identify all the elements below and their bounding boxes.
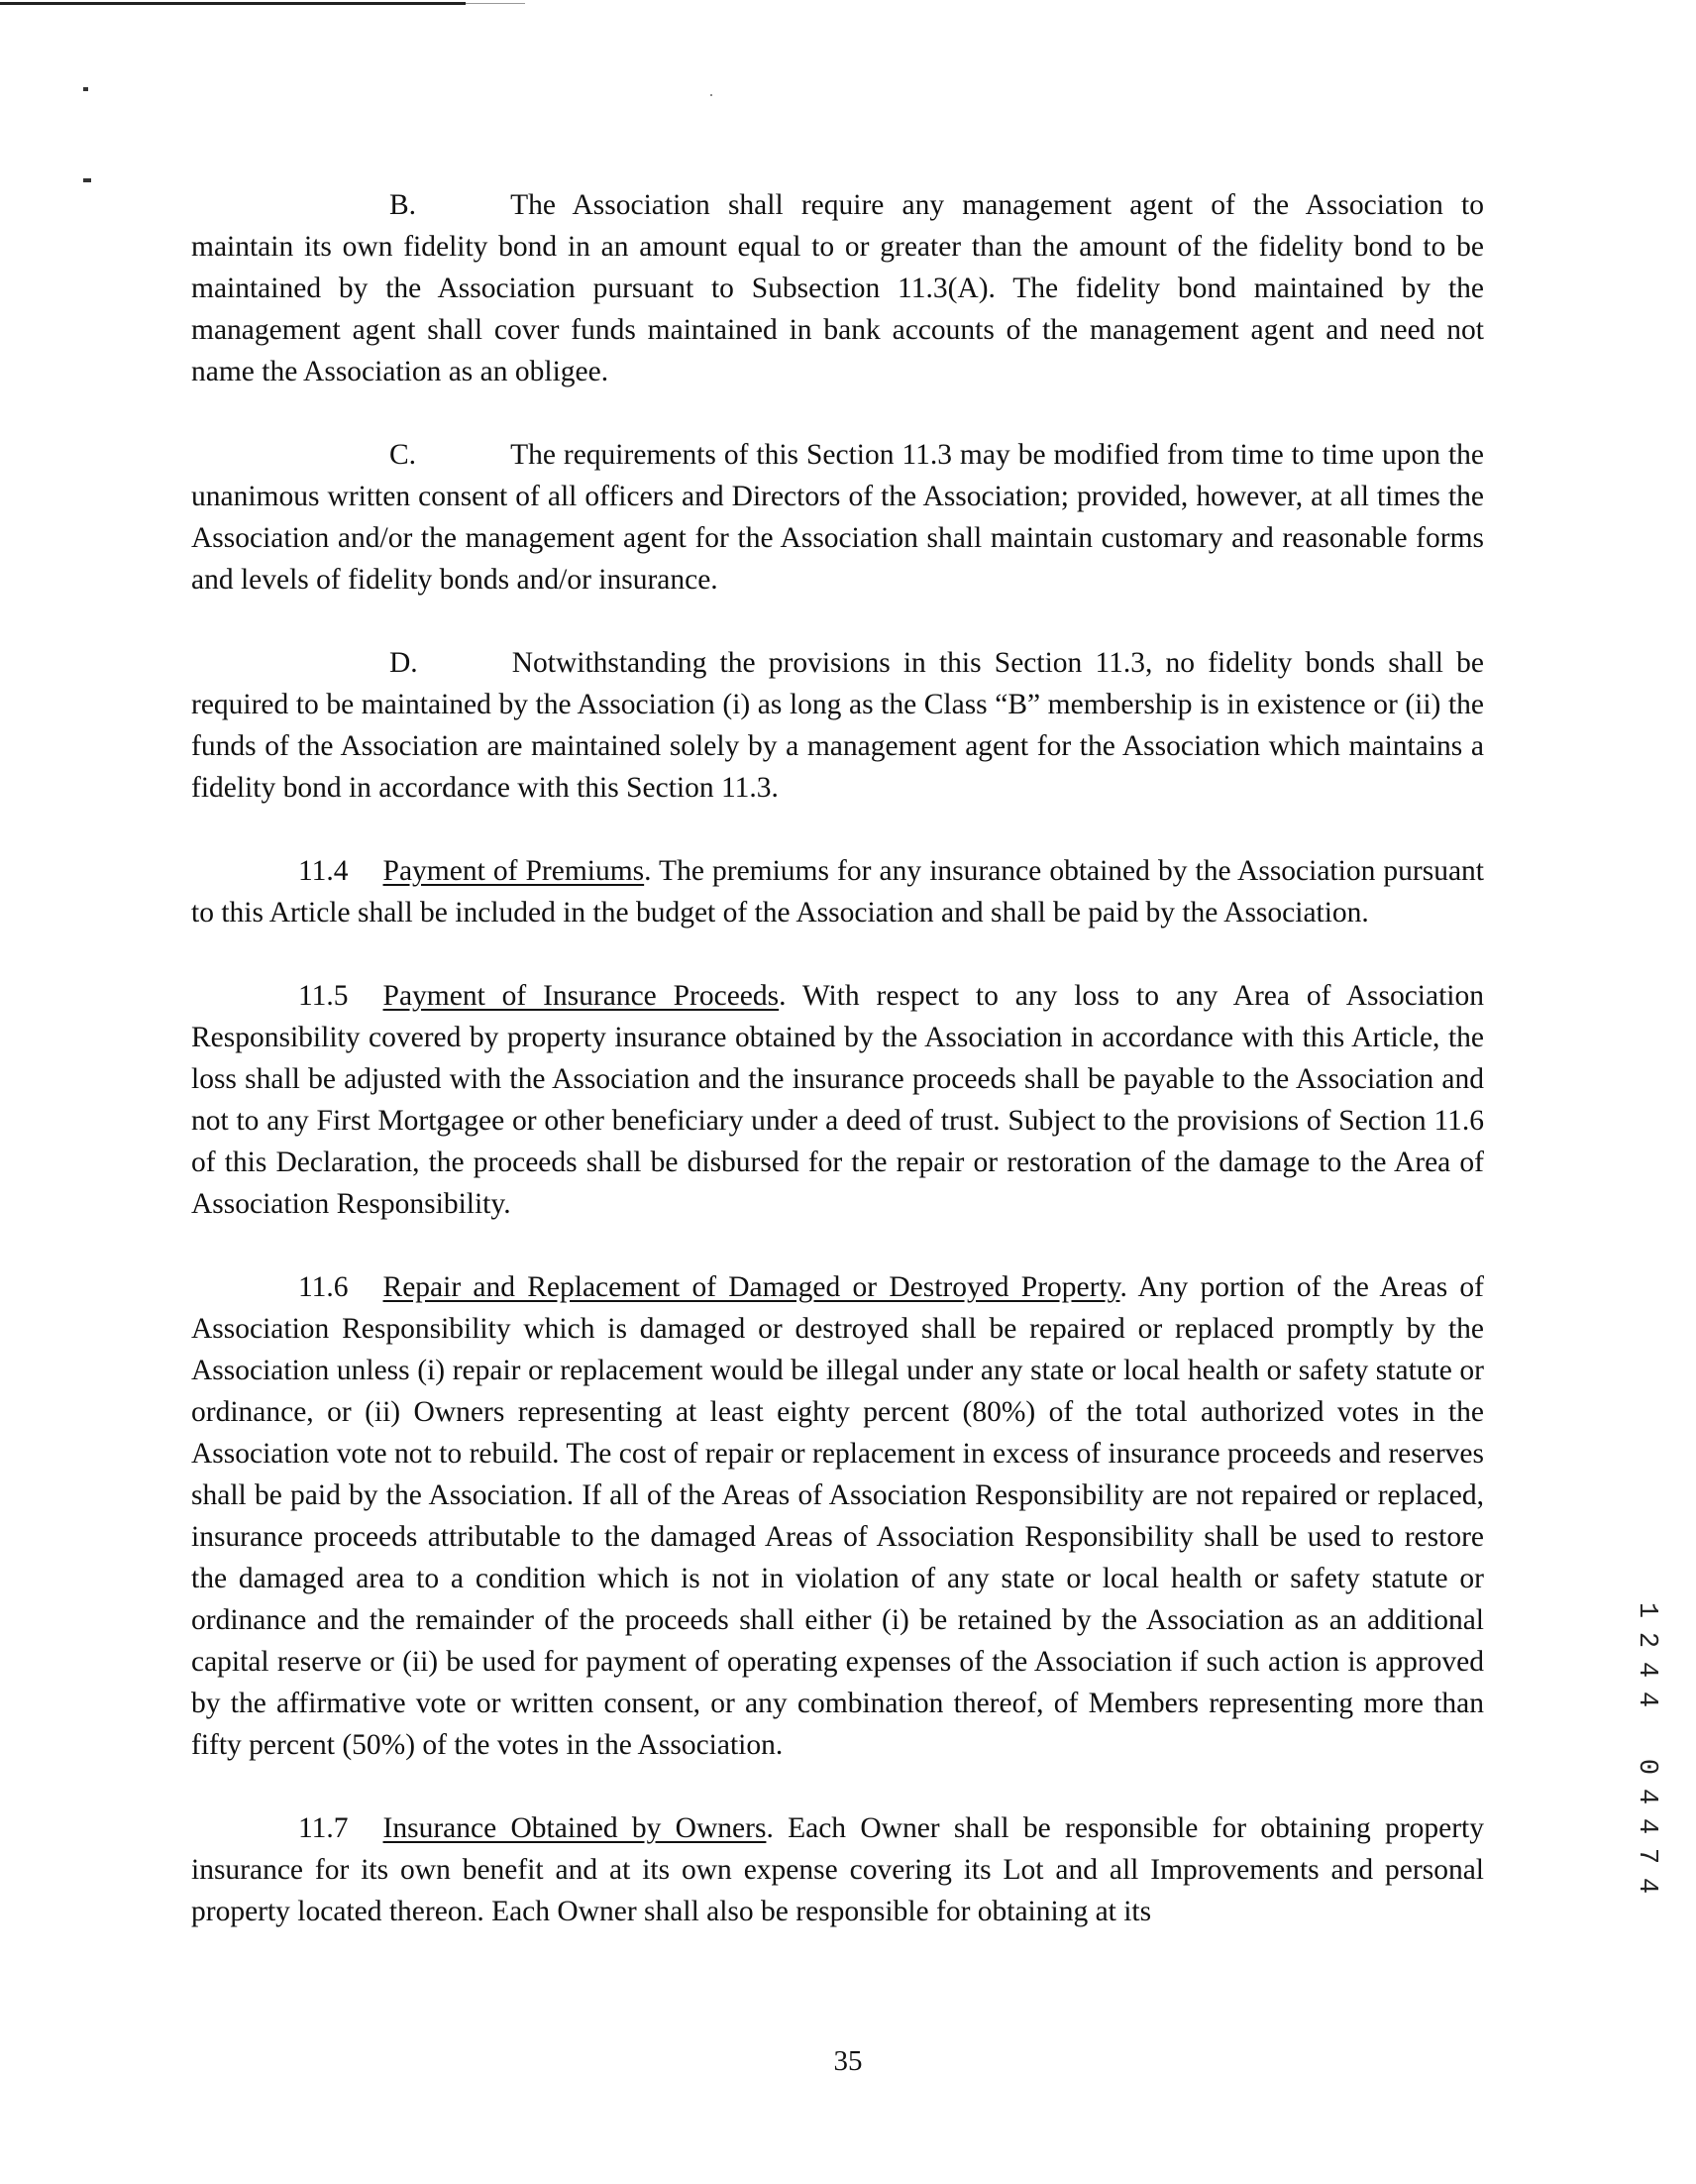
stamp-digit: 2 [1632, 1631, 1661, 1649]
section-number: 11.4 [298, 855, 349, 887]
subsection-label: C. [389, 439, 417, 471]
top-scan-rule-faint [466, 3, 525, 4]
scan-speck [83, 178, 91, 182]
section-11-5 [191, 975, 1484, 1225]
stamp-digit: 4 [1632, 1788, 1661, 1805]
section-11-6 [191, 1266, 1484, 1766]
recording-stamp-lower [1633, 1752, 1660, 1901]
subsection-text: The requirements of this Section 11.3 may be modified from time to time upon the unanimous written consent of all officers and Directors of the Association; provided, however, at all times the Association and/or the management agent for the Association shall maintain customary and reasonable forms and levels of fidelity bonds and/or insurance. [191, 439, 1484, 596]
page-number: 35 [833, 2045, 863, 2077]
section-text: . Each Owner shall be responsible for obtaining property insurance for its own benefit and at its own expense covering its Lot and all Improvements and personal property located thereon. Each Owner shall also be responsible for obtaining at its [191, 1812, 1485, 1927]
subsection-b [191, 184, 1484, 392]
section-heading: Payment of Insurance Proceeds [382, 980, 780, 1012]
stamp-digit: 4 [1632, 1877, 1661, 1895]
recording-stamp [1633, 1595, 1660, 1901]
section-11-4 [191, 850, 1484, 933]
recording-stamp-upper [1633, 1595, 1660, 1714]
scan-speck [710, 94, 712, 96]
stamp-digit: 1 [1632, 1601, 1661, 1619]
section-11-7 [191, 1807, 1484, 1932]
section-heading: Insurance Obtained by Owners [382, 1812, 767, 1844]
section-text: . The premiums for any insurance obtained by the Association pursuant to this Article shall be included in the budget of the Association and shall be paid by the Association. [191, 855, 1484, 928]
stamp-digit: 4 [1632, 1691, 1661, 1708]
subsection-text: The Association shall require any management agent of the Association to maintain its own fidelity bond in an amount equal to or greater than the amount of the fidelity bond to be maintained by the Association pursuant to Subsection 11.3(A). The fidelity bond maintained by the management agent shall cover funds maintained in bank accounts of the management agent and need not name the Association as an obligee. [191, 189, 1484, 387]
subsection-text: Notwithstanding the provisions in this Section 11.3, no fidelity bonds shall be required to be maintained by the Association (i) as long as the Class “B” membership is in existence or (ii) the funds of the Association are maintained solely by a management agent for the Association which maintains a fidelity bond in accordance with this Section 11.3. [191, 647, 1484, 804]
section-number: 11.5 [298, 980, 349, 1012]
subsection-label: D. [389, 647, 418, 679]
stamp-digit: 4 [1632, 1817, 1661, 1835]
stamp-digit: 7 [1632, 1847, 1661, 1865]
document-body [191, 184, 1484, 1974]
section-text: . With respect to any loss to any Area of Association Responsibility covered by property insurance obtained by the Association in accordance with this Article, the loss shall be adjusted with the Association and the insurance proceeds shall be payable to the Association and not to any First Mortgagee or other beneficiary under a deed of trust. Subject to the provisions of Section 11.6 of this Declaration, the proceeds shall be disbursed for the repair or restoration of the damage to the Area of Association Responsibility. [191, 980, 1484, 1220]
subsection-d [191, 642, 1484, 809]
subsection-label: B. [389, 189, 417, 221]
stamp-digit: 0 [1632, 1758, 1661, 1776]
section-text: . Any portion of the Areas of Association Responsibility which is damaged or destroyed shall be repaired or replaced promptly by the Association unless (i) repair or replacement would be illegal under any state or local health or safety statute or ordinance, or (ii) Owners representing at least eighty percent (80%) of the total authorized votes in the Association vote not to rebuild. The cost of repair or replacement in excess of insurance proceeds and reserves shall be paid by the Association. If all of the Areas of Association Responsibility are not repaired or replaced, insurance proceeds attributable to the damaged Areas of Association Responsibility shall be used to restore the damaged area to a condition which is not in violation of any state or local health or safety statute or ordinance and the remainder of the proceeds shall either (i) be retained by the Association as an additional capital reserve or (ii) be used for payment of operating expenses of the Association if such action is approved by the affirmative vote or written consent, or any combination thereof, of Members representing more than fifty percent (50%) of the votes in the Association. [191, 1271, 1484, 1761]
section-heading: Payment of Premiums [382, 855, 645, 887]
subsection-c [191, 434, 1484, 601]
stamp-digit: 4 [1632, 1661, 1661, 1679]
scan-speck [83, 87, 88, 91]
section-number: 11.6 [298, 1271, 349, 1303]
section-heading: Repair and Replacement of Damaged or Destroyed Property [382, 1271, 1120, 1303]
top-scan-rule [0, 2, 466, 5]
section-number: 11.7 [298, 1812, 349, 1844]
